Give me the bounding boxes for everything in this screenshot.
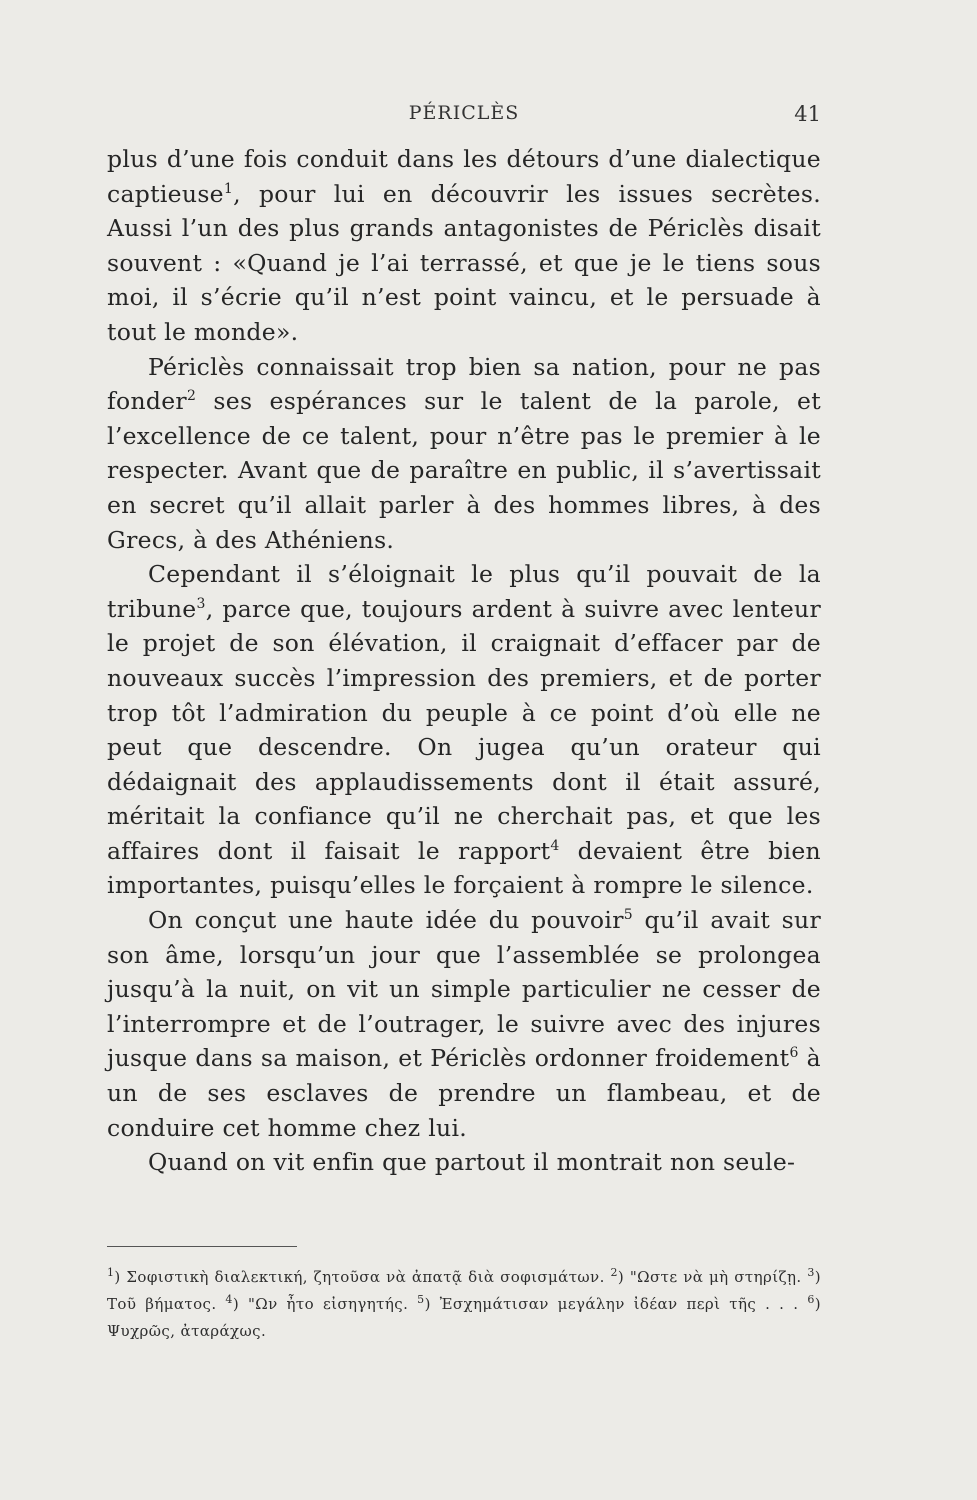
page-header [107,102,821,132]
footnote-marker: 1 [223,180,234,197]
footnote-marker: 4 [225,1293,233,1306]
text-run: ) Ἐσχημάτισαν μεγάλην ἰδέαν περὶ τῆς . . . [424,1295,808,1313]
paragraph [107,903,821,1145]
text-run: Cependant il s’éloignait le plus qu’il pouvait de la tribune [107,560,821,623]
text-run: devaient être bien importantes, puisqu’elles le forçaient à rompre le silence. [107,836,821,900]
text-run: plus d’une fois conduit dans les détours d’une dialectique captieuse [107,145,821,208]
footnote-marker: 5 [623,907,633,924]
text-run: ) "Ωστε νὰ μὴ στηρίζῃ. [617,1268,808,1286]
footnote-marker: 2 [610,1266,618,1279]
footnote-marker: 4 [550,837,560,854]
footnote-rule [107,1246,297,1247]
text-run: On conçut une haute idée du pouvoir [148,906,624,935]
footnote-marker: 6 [789,1045,799,1062]
text-run: , pour lui en découvrir les issues secrètes. Aussi l’un des plus grands antagonistes de Périclès disait souvent : «Quand je l’ai terrassé, et que je le tiens sous moi, il s’écrie qu’il n’est point vaincu, et le persuade à tout le monde». [107,179,821,346]
body-text [107,142,821,1180]
text-run: ) Ψυχρῶς, ἀταράχως. [107,1295,821,1340]
paragraph [107,142,821,350]
text-run: ses espérances sur le talent de la parole, et l’excellence de ce talent, pour n’être pas le premier à le respecter. Avant que de paraître en public, il s’avertissait en secret qu’il allait parler à des hommes libres, à des Grecs, à des Athéniens. [107,387,821,554]
paragraph [107,557,821,903]
footnote-marker: 6 [807,1293,815,1306]
page-number: 41 [794,102,821,126]
footnote-marker: 3 [807,1266,815,1279]
text-run: ) Τοῦ βήματος. [107,1268,821,1313]
text-run: , parce que, toujours ardent à suivre avec lenteur le projet de son élévation, il craignait d’effacer par de nouveaux succès l’impression des premiers, et de porter trop tôt l’admiration du peuple à ce point d’où elle ne peut que descendre. On jugea qu’un orateur qui dédaignait des applaudissements dont il était assuré, méritait la confiance qu’il ne cherchait pas, et que les affaires dont il faisait le rapport [107,594,821,865]
text-run: ) Σοφιστικὴ διαλεκτική, ζητοῦσα νὰ ἀπατᾷ διὰ σοφισμάτων. [114,1268,611,1286]
text-run: ) "Ων ἦτο εἰσηγητής. [232,1295,418,1313]
footnote-marker: 2 [186,388,197,405]
footnote-marker: 1 [107,1266,115,1279]
text-run: à un de ses esclaves de prendre un flambeau, et de conduire cet homme chez lui. [107,1044,821,1142]
paragraph [107,1145,821,1180]
footnote-marker: 3 [196,595,206,612]
footnote-marker: 5 [417,1293,425,1306]
text-run: Quand on vit enfin que partout il montrait non seule- [148,1148,796,1177]
footnotes [107,1264,821,1345]
running-title: PÉRICLÈS [408,102,520,124]
text-run: Périclès connaissait trop bien sa nation, pour ne pas fonder [107,352,821,416]
text-run: qu’il avait sur son âme, lorsqu’un jour que l’assemblée se prolongea jusqu’à la nuit, on vit un simple particulier ne cesser de l’interrompre et de l’outrager, le suivre avec des injures jusque dans sa maison, et Périclès ordonner froidement [107,906,822,1073]
paragraph [107,350,821,558]
